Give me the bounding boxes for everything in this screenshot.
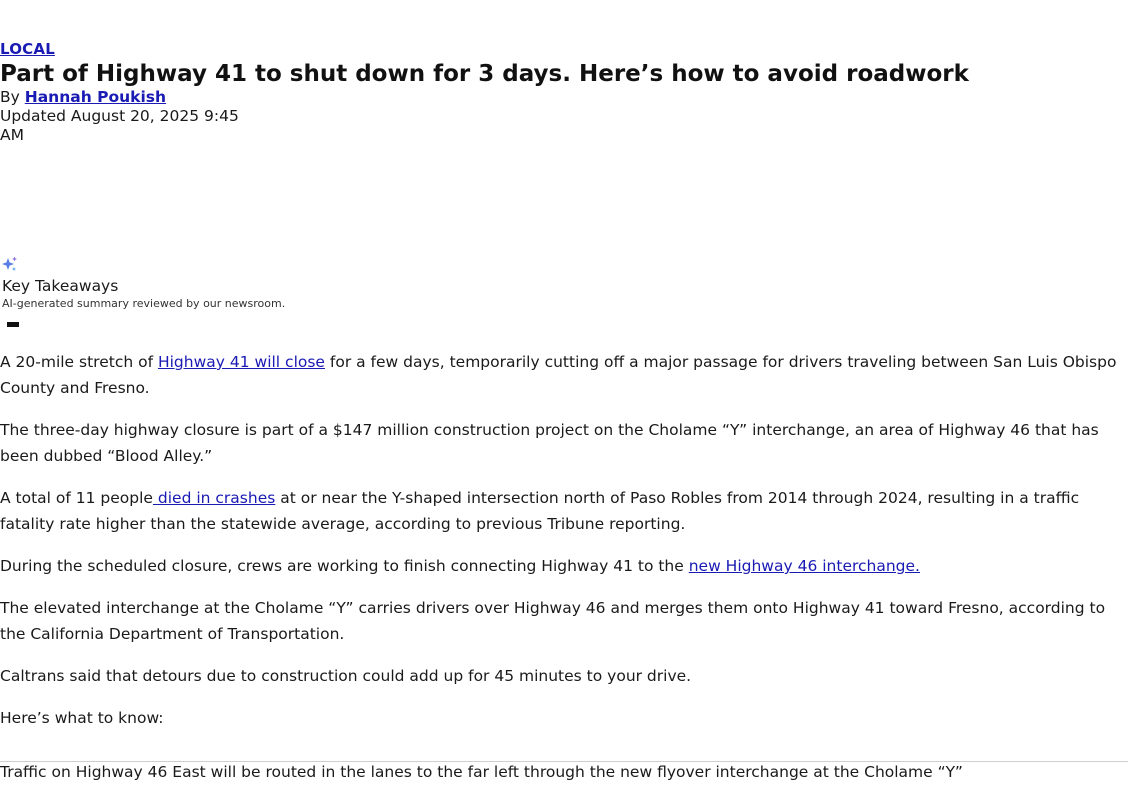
highway-41-close-link[interactable]: Highway 41 will close xyxy=(157,353,325,371)
paragraph-7: Here’s what to know: xyxy=(0,709,164,727)
section-link-local[interactable]: LOCAL xyxy=(0,40,55,58)
key-takeaways-expand-button[interactable] xyxy=(7,322,19,327)
article-body xyxy=(0,349,1128,747)
article-headline: Part of Highway 41 to shut down for 3 days. Here’s how to avoid roadwork xyxy=(0,61,969,87)
byline xyxy=(0,88,166,107)
author-link[interactable]: Hannah Poukish xyxy=(24,88,167,106)
updated-timestamp: Updated August 20, 2025 9:45 AM xyxy=(0,107,239,144)
paragraph-4: During the scheduled closure, crews are working to finish connecting Highway 41 to the new Highway 46 interchange. xyxy=(0,557,920,575)
paragraph-1: A 20-mile stretch of Highway 41 will close for a few days, temporarily cutting off a major passage for drivers traveling between San Luis Obispo County and Fresno. xyxy=(0,353,1117,397)
died-in-crashes-link[interactable]: died in crashes xyxy=(152,489,276,507)
sparkle-icon xyxy=(1,256,18,273)
byline-prefix: By xyxy=(0,88,20,106)
paragraph-8-partial: Traffic on Highway 46 East will be routed in the lanes to the far left through the new flyover interchange at the Cholame “Y” xyxy=(0,763,963,781)
paragraph-6: Caltrans said that detours due to construction could add up for 45 minutes to your drive. xyxy=(0,667,692,685)
paragraph-5: The elevated interchange at the Cholame “Y” carries drivers over Highway 46 and merges them onto Highway 41 toward Fresno, according to the California Department of Transportation. xyxy=(0,599,1106,643)
paragraph-2: The three-day highway closure is part of a $147 million construction project on the Cholame “Y” interchange, an area of Highway 46 that has been dubbed “Blood Alley.” xyxy=(0,421,1099,465)
new-interchange-link[interactable]: new Highway 46 interchange. xyxy=(688,557,920,575)
divider xyxy=(0,761,1128,762)
paragraph-3: A total of 11 people died in crashes at or near the Y-shaped intersection north of Paso Robles from 2014 through 2024, resulting in a traffic fatality rate higher than the statewide average, according to previous Tribune reporting. xyxy=(0,489,1080,533)
key-takeaways-title: Key Takeaways xyxy=(2,277,119,295)
key-takeaways-subtitle: AI-generated summary reviewed by our newsroom. xyxy=(2,297,286,310)
